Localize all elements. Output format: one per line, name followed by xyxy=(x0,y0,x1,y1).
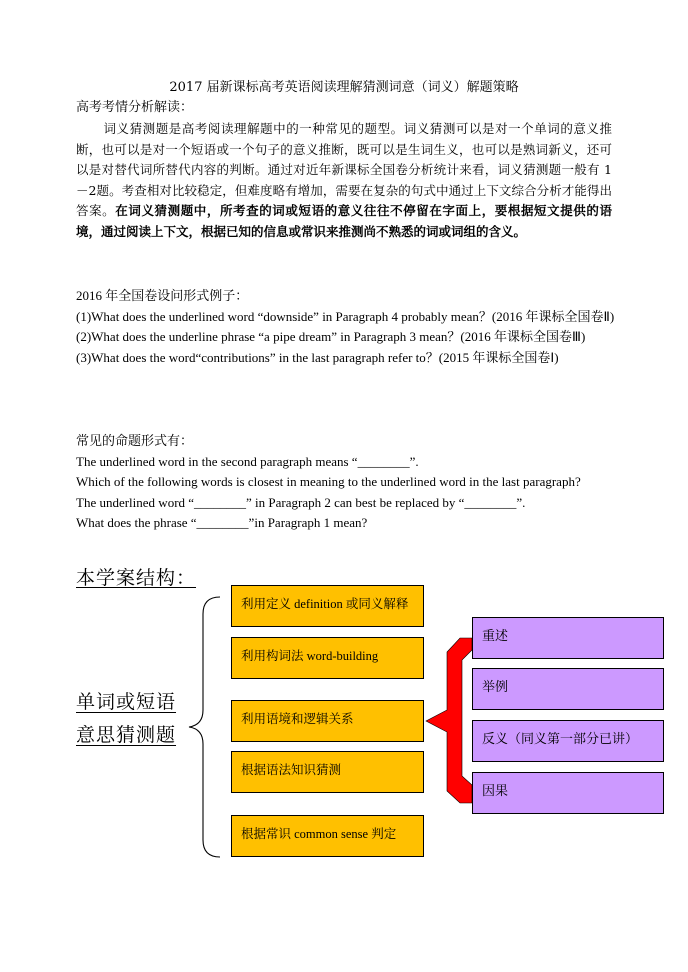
analysis-heading: 高考考情分析解读： xyxy=(76,100,194,115)
red-brace xyxy=(426,638,472,803)
forms-heading: 常见的命题形式有： xyxy=(76,433,194,448)
method-box: 利用定义 definition 或同义解释 xyxy=(231,585,424,627)
main-topic-line: 意思猜测题 xyxy=(76,724,177,746)
structure-heading: 本学案结构： xyxy=(76,567,197,589)
example-item: (1)What does the underlined word “downside” in Paragraph 4 probably mean？(2016 年课标全国卷Ⅱ) xyxy=(76,308,615,324)
example-item: (3)What does the word“contributions” in the last paragraph refer to？(2015 年课标全国卷Ⅰ) xyxy=(76,349,559,365)
sub-method-box: 因果 xyxy=(472,772,664,814)
sub-method-box: 举例 xyxy=(472,668,664,710)
method-box: 利用语境和逻辑关系 xyxy=(231,700,424,742)
form-item: The underlined word “________” in Paragraph 2 can best be replaced by “________”. xyxy=(76,494,526,510)
left-brace xyxy=(189,597,220,857)
intro-bold-text: 在词义猜测题中，所考查的词或短语的意义往往不停留在字面上，要根据短文提供的语境，通过阅读上下文，根据已知的信息或常识来推测尚不熟悉的词或词组的含义。 xyxy=(76,203,612,239)
method-box: 利用构词法 word-building xyxy=(231,637,424,679)
sub-method-box: 反义（同义第一部分已讲） xyxy=(472,720,664,762)
examples-heading: 2016 年全国卷设问形式例子： xyxy=(76,288,249,303)
document-title: 2017 届新课标高考英语阅读理解猜测词意（词义）解题策略 xyxy=(169,80,519,95)
form-item: Which of the following words is closest in meaning to the underlined word in the last paragraph? xyxy=(76,474,581,489)
method-box: 根据语法知识猜测 xyxy=(231,751,424,793)
main-topic-line: 单词或短语 xyxy=(76,691,177,713)
method-box: 根据常识 common sense 判定 xyxy=(231,815,424,857)
sub-method-box: 重述 xyxy=(472,617,664,659)
form-item: What does the phrase “________”in Paragraph 1 mean? xyxy=(76,515,368,530)
form-item: The underlined word in the second paragraph means “________”. xyxy=(76,453,419,469)
example-item: (2)What does the underline phrase “a pipe dream” in Paragraph 3 mean？(2016 年课标全国卷Ⅲ) xyxy=(76,329,586,344)
intro-text: 词义猜测题是高考阅读理解题中的一种常见的题型。词义猜测可以是对一个单词的意义推断，也可以是对一个短语或一个句子的意义推断，既可以是生词生义，也可以是熟词新义，还可以是对替代词所替代内容的判断。通过对近年新课标全国卷分析统计来看，词义猜测题一般有 1－2题。考查相对比较稳定，但难度略有增加，需要在复杂的句式中通过上下文综合分析才能得出答案。 xyxy=(76,121,612,219)
